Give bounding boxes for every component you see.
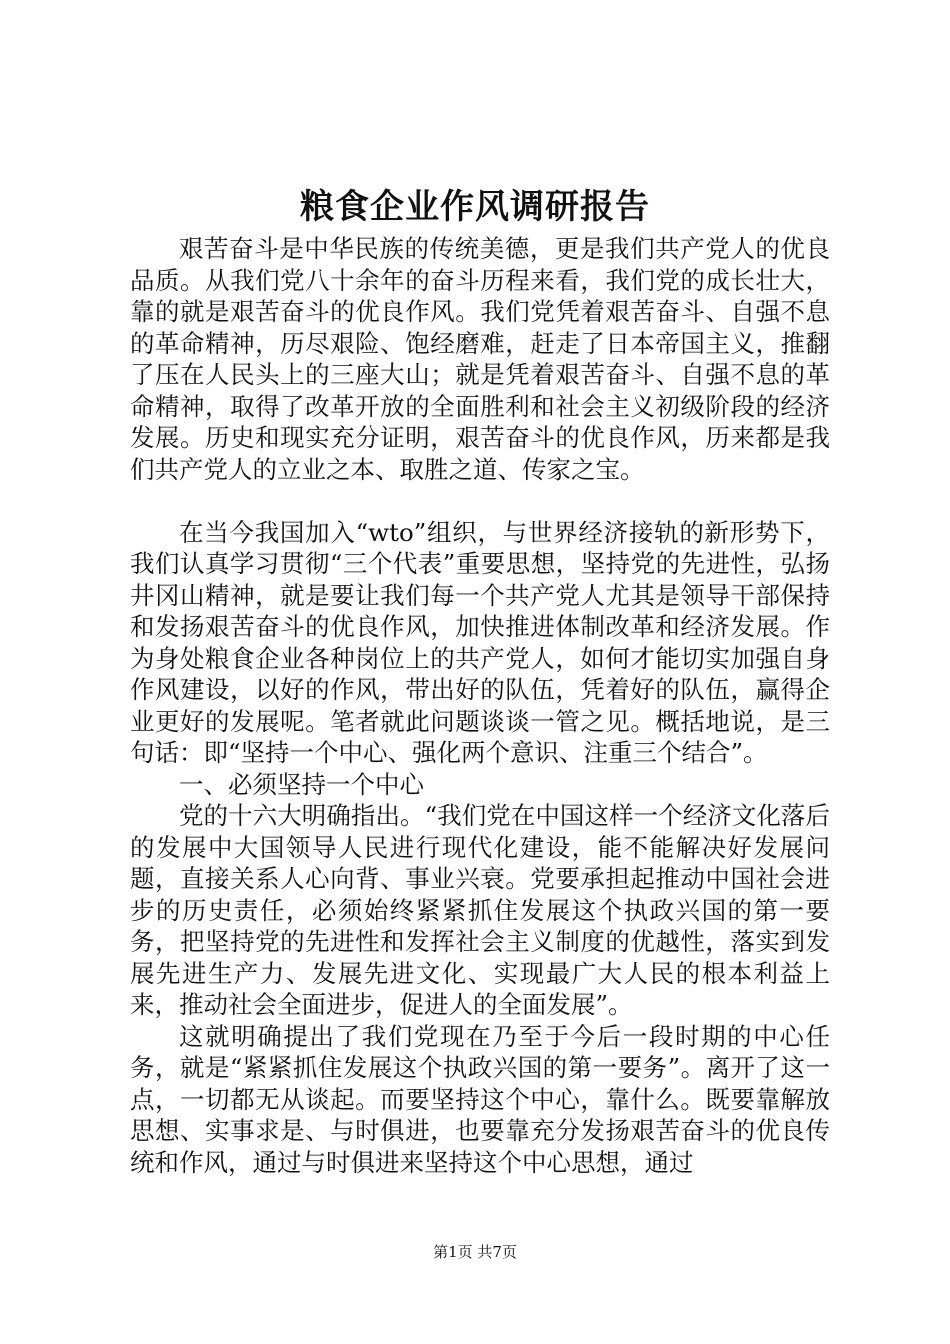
paragraph-intro: 艰苦奋斗是中华民族的传统美德，更是我们共产党人的优良品质。从我们党八十余年的奋斗历程来看，我们党的成长壮大，靠的就是艰苦奋斗的优良作风。我们党凭着艰苦奋斗、自强不息的革命精神，历尽艰险、饱经磨难，赶走了日本帝国主义，推翻了压在人民头上的三座大山；就是凭着艰苦奋斗、自强不息的革命精神，取得了改革开放的全面胜利和社会主义初级阶段的经济发展。历史和现实充分证明，艰苦奋斗的优良作风，历来都是我们共产党人的立业之本、取胜之道、传家之宝。	[130, 234, 830, 484]
section-heading-one: 一、必须坚持一个中心	[179, 769, 424, 799]
page-number-footer: 第1页 共7页	[433, 1243, 517, 1261]
paragraph-sixteenth-congress: 党的十六大明确指出。“我们党在中国这样一个经济文化落后的发展中大国领导人民进行现代化建设，能不能解决好发展问题，直接关系人心向背、事业兴衰。党要承担起推动中国社会进步的历史责任，必须始终紧紧抓住发展这个执政兴国的第一要务，把坚持党的先进性和发挥社会主义制度的优越性，落实到发展先进生产力、发展先进文化、实现最广大人民的根本利益上来，推动社会全面进步，促进人的全面发展”。	[130, 801, 830, 1019]
paragraph-central-task: 这就明确提出了我们党现在乃至于今后一段时期的中心任务，就是“紧紧抓住发展这个执政兴国的第一要务”。离开了这一点，一切都无从谈起。而要坚持这个中心，靠什么。既要靠解放思想、实事求是、与时俱进，也要靠充分发扬艰苦奋斗的优良传统和作风，通过与时俱进来坚持这个中心思想，通过	[130, 1021, 830, 1177]
document-body	[130, 233, 830, 1178]
document-title: 粮食企业作风调研报告	[300, 187, 650, 227]
paragraph-context: 在当今我国加入“wto”组织，与世界经济接轨的新形势下，我们认真学习贯彻“三个代表”重要思想，坚持党的先进性，弘扬井冈山精神，就是要让我们每一个共产党人尤其是领导干部保持和发扬艰苦奋斗的优良作风，加快推进体制改革和经济发展。作为身处粮食企业各种岗位上的共产党人，如何才能切实加强自身作风建设，以好的作风，带出好的队伍，凭着好的队伍，赢得企业更好的发展呢。笔者就此问题谈谈一管之见。概括地说，是三句话：即“坚持一个中心、强化两个意识、注重三个结合”。	[130, 517, 830, 767]
paragraph-spacer	[130, 485, 830, 517]
